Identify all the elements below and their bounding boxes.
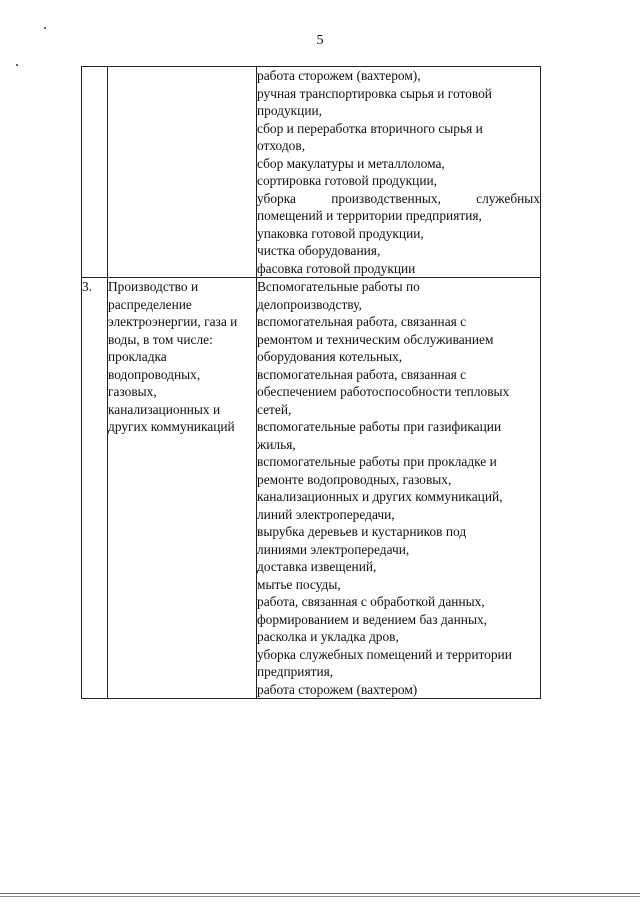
work-line: делопроизводству, bbox=[257, 296, 362, 312]
work-line: вспомогательная работа, связанная с bbox=[257, 366, 467, 382]
work-line: сбор макулатуры и металлолома, bbox=[257, 155, 445, 171]
work-line: фасовка готовой продукции bbox=[257, 260, 416, 276]
work-line: вырубка деревьев и кустарников под bbox=[257, 524, 467, 539]
work-line: отходов, bbox=[257, 138, 306, 153]
work-line: чистка оборудования, bbox=[257, 243, 381, 258]
work-line: уборка служебных помещений и территории bbox=[257, 646, 512, 662]
footer-divider bbox=[0, 893, 640, 894]
activity-line: водопроводных, bbox=[108, 366, 201, 382]
work-line: ремонте водопроводных, газовых, bbox=[257, 471, 452, 487]
activity-line: газовых, bbox=[108, 384, 157, 399]
work-line: вспомогательные работы при газификации bbox=[257, 419, 502, 434]
work-line: ремонтом и техническим обслуживанием bbox=[257, 331, 494, 347]
activity-line: воды, в том числе: bbox=[108, 331, 213, 347]
scan-speck bbox=[16, 64, 18, 66]
work-line: сбор и переработка вторичного сырья и bbox=[257, 120, 483, 136]
work-line: Вспомогательные работы по bbox=[257, 279, 420, 294]
activity-cell bbox=[108, 278, 257, 699]
work-line: работа сторожем (вахтером) bbox=[257, 681, 418, 697]
page-number: 5 bbox=[316, 33, 324, 48]
activity-line: других коммуникаций bbox=[108, 419, 235, 434]
activity-line: распределение bbox=[108, 296, 192, 312]
activity-line: канализационных и bbox=[108, 401, 221, 417]
work-line: работа, связанная с обработкой данных, bbox=[257, 594, 485, 609]
activity-line: Производство и bbox=[108, 279, 199, 294]
work-line: вспомогательная работа, связанная с bbox=[257, 314, 467, 329]
work-line: формированием и ведением баз данных, bbox=[257, 611, 487, 627]
work-line: линиями электропередачи, bbox=[257, 541, 410, 557]
work-line: предприятия, bbox=[257, 664, 334, 679]
work-line: продукции, bbox=[257, 103, 323, 118]
work-line: сетей, bbox=[257, 401, 292, 417]
scan-speck bbox=[44, 27, 46, 29]
work-line: канализационных и других коммуникаций, bbox=[257, 489, 503, 504]
work-types-cell bbox=[257, 67, 541, 278]
activity-cell bbox=[108, 67, 257, 278]
work-line: вспомогательные работы при прокладке и bbox=[257, 454, 497, 469]
footer-divider bbox=[0, 896, 640, 897]
work-line: работа сторожем (вахтером), bbox=[257, 68, 421, 83]
work-line: доставка извещений, bbox=[257, 559, 377, 574]
work-line: упаковка готовой продукции, bbox=[257, 225, 424, 241]
work-line: оборудования котельных, bbox=[257, 349, 403, 364]
table-row bbox=[82, 67, 541, 278]
work-line: расколка и укладка дров, bbox=[257, 629, 399, 644]
work-line: мытье посуды, bbox=[257, 576, 341, 592]
activities-table bbox=[81, 66, 541, 699]
work-line: помещений и территории предприятия, bbox=[257, 208, 482, 223]
activity-line: прокладка bbox=[108, 349, 167, 364]
row-number-cell: 3. bbox=[82, 278, 108, 699]
work-line: жилья, bbox=[257, 436, 296, 452]
work-line: линий электропередачи, bbox=[257, 506, 395, 522]
work-line: уборка производственных, служебных bbox=[257, 190, 540, 206]
table-row bbox=[82, 278, 541, 699]
work-line: сортировка готовой продукции, bbox=[257, 173, 438, 188]
activity-line: электроэнергии, газа и bbox=[108, 314, 238, 329]
work-line: ручная транспортировка сырья и готовой bbox=[257, 85, 492, 101]
work-line: обеспечением работоспособности тепловых bbox=[257, 384, 510, 399]
row-number-cell bbox=[82, 67, 108, 278]
work-types-cell bbox=[257, 278, 541, 699]
